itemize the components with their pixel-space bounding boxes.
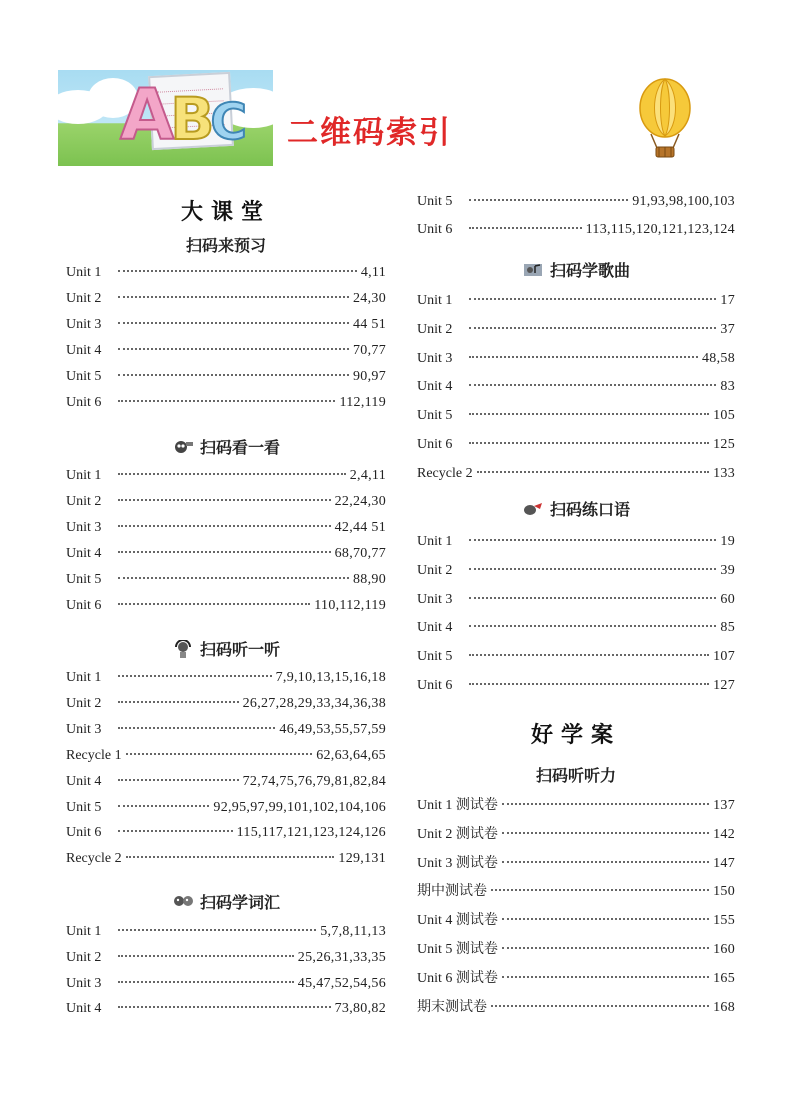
index-row: [66, 823, 386, 843]
dot-leader: [469, 442, 709, 444]
index-row: [417, 220, 735, 240]
index-row-pages: 150: [713, 884, 735, 900]
index-row: [417, 377, 735, 397]
index-row-pages: 62,63,64,65: [316, 747, 386, 763]
cartoon-speak-icon: [522, 500, 544, 518]
index-row-label: Unit 3: [66, 317, 102, 332]
index-row: [417, 590, 735, 610]
group-title-tinglili: 扫码听听力: [535, 766, 616, 785]
index-row-label: Unit 1: [66, 924, 102, 939]
index-row-label: Unit 6: [66, 598, 102, 613]
index-row: [66, 492, 386, 512]
dot-leader: [118, 348, 349, 350]
index-row-label: Unit 6: [417, 437, 453, 452]
index-row: [66, 367, 386, 387]
index-row-label: Recycle 2: [66, 851, 122, 867]
index-row-label: Unit 5 测试卷: [417, 942, 498, 957]
index-row: [66, 720, 386, 740]
index-row-pages: 73,80,82: [334, 1001, 386, 1017]
index-row-label: Unit 6: [417, 678, 453, 693]
dot-leader: [118, 270, 357, 272]
dot-leader: [118, 525, 331, 527]
index-row: [417, 349, 735, 369]
index-row: [66, 466, 386, 486]
index-row-label: Unit 6 测试卷: [417, 970, 498, 986]
index-row: [417, 291, 735, 311]
index-row-label: Unit 4: [417, 379, 453, 395]
index-row: [66, 544, 386, 564]
index-row-pages: 168: [713, 999, 735, 1015]
index-row-pages: 60: [720, 591, 735, 607]
index-row-pages: 37: [720, 321, 735, 337]
cartoon-vocab-icon: [172, 893, 194, 911]
index-row-pages: 142: [713, 826, 735, 842]
dot-leader: [502, 832, 709, 834]
index-row-label: Unit 2: [417, 321, 453, 337]
dot-leader: [118, 603, 310, 605]
index-row-label: Recycle 2: [417, 465, 473, 481]
index-row-pages: 107: [713, 649, 735, 665]
index-row: [417, 825, 735, 845]
page-title: 二维码索引: [287, 115, 452, 151]
dot-leader: [502, 861, 709, 863]
index-row: [417, 854, 735, 874]
index-row: [417, 940, 735, 960]
index-row-label: Unit 1 测试卷: [417, 798, 498, 813]
index-row-label: Unit 6: [66, 395, 102, 410]
index-row: [417, 969, 735, 989]
dot-leader: [118, 727, 275, 729]
dot-leader: [469, 356, 698, 358]
group-title-tingyiting: 扫码听一听: [66, 637, 386, 660]
index-row-pages: 26,27,28,29,33,34,36,38: [242, 695, 386, 711]
dot-leader: [118, 929, 316, 931]
dot-leader: [118, 805, 209, 807]
index-row: [417, 618, 735, 638]
index-row: [417, 320, 735, 340]
index-row-label: Unit 5: [66, 799, 102, 815]
index-row-pages: 110,112,119: [314, 598, 386, 613]
group-title-kanyikan: 扫码看一看: [66, 435, 386, 458]
index-row-pages: 48,58: [702, 350, 735, 366]
index-row-pages: 7,9,10,13,15,16,18: [275, 670, 386, 685]
dot-leader: [118, 701, 239, 703]
dot-leader: [469, 539, 716, 541]
index-row-pages: 115,117,121,123,124,126: [236, 825, 386, 841]
index-row-label: Unit 2: [66, 291, 102, 306]
index-row-label: Unit 4 测试卷: [417, 913, 498, 929]
index-row-pages: 91,93,98,100,103: [632, 194, 735, 209]
index-row-label: Unit 5: [417, 649, 453, 665]
index-row-pages: 85: [720, 620, 735, 636]
index-row: [66, 315, 386, 335]
index-row-pages: 4,11: [360, 265, 386, 280]
index-row-pages: 17: [720, 293, 735, 308]
index-row: [417, 435, 735, 455]
index-row: [66, 694, 386, 714]
index-row: [66, 341, 386, 361]
cartoon-watch-icon: [172, 438, 194, 456]
index-row-pages: 22,24,30: [334, 494, 386, 509]
index-row-label: Unit 1: [66, 468, 102, 483]
index-row-pages: 25,26,31,33,35: [297, 949, 386, 965]
index-row-pages: 19: [720, 534, 735, 549]
index-row-label: Unit 1: [66, 670, 102, 685]
index-row-pages: 147: [713, 855, 735, 871]
index-row-pages: 70,77: [353, 343, 386, 358]
dot-leader: [118, 577, 349, 579]
dot-leader: [491, 889, 709, 891]
index-row-label: Unit 1: [417, 534, 453, 549]
section-title-haoxuean: 好学案: [530, 723, 621, 748]
index-row-label: Unit 2: [66, 695, 102, 711]
index-row-pages: 88,90: [353, 572, 386, 587]
dot-leader: [502, 918, 709, 920]
dot-leader: [469, 199, 628, 201]
index-row-pages: 129,131: [338, 851, 386, 867]
index-row-label: 期末测试卷: [417, 999, 487, 1015]
index-row: [66, 596, 386, 616]
index-row-pages: 133: [713, 465, 735, 481]
index-row: [417, 796, 735, 816]
dot-leader: [502, 976, 709, 978]
index-row-pages: 83: [720, 379, 735, 395]
dot-leader: [469, 384, 716, 386]
dot-leader: [469, 597, 716, 599]
index-row-pages: 90,97: [353, 369, 386, 384]
dot-leader: [118, 955, 294, 957]
index-row-pages: 127: [713, 678, 735, 693]
dot-leader: [502, 803, 709, 805]
index-row-label: Unit 4: [66, 1001, 102, 1017]
index-row-label: Unit 3: [66, 975, 102, 991]
group-title-cihui: 扫码学词汇: [66, 890, 386, 913]
abc-banner-image: [58, 70, 273, 166]
dot-leader: [469, 327, 716, 329]
index-row-pages: 42,44 51: [334, 520, 386, 535]
dot-leader: [502, 947, 709, 949]
dot-leader: [469, 654, 709, 656]
index-row-label: Unit 4: [66, 546, 102, 561]
index-row-pages: 113,115,120,121,123,124: [585, 222, 735, 237]
index-row: [66, 772, 386, 792]
index-row-label: Unit 5: [417, 408, 453, 424]
index-row: [417, 998, 735, 1018]
index-row: [66, 999, 386, 1019]
dot-leader: [118, 374, 349, 376]
index-row-pages: 45,47,52,54,56: [297, 975, 386, 991]
index-row-label: Unit 2: [417, 562, 453, 578]
dot-leader: [126, 856, 335, 858]
index-row-label: Unit 4: [66, 773, 102, 789]
index-row: [417, 532, 735, 552]
index-row-pages: 160: [713, 942, 735, 957]
dot-leader: [118, 473, 346, 475]
index-row-pages: 72,74,75,76,79,81,82,84: [242, 773, 386, 789]
index-row-pages: 125: [713, 437, 735, 452]
index-row: [66, 746, 386, 766]
index-row: [66, 263, 386, 283]
dot-leader: [118, 322, 349, 324]
dot-leader: [118, 981, 294, 983]
index-row-pages: 155: [713, 913, 735, 929]
index-row-label: Unit 2: [66, 494, 102, 509]
index-row-pages: 137: [713, 798, 735, 813]
index-row-label: Unit 3: [66, 721, 102, 737]
index-row: [66, 798, 386, 818]
index-row-label: Unit 5: [417, 194, 453, 209]
index-row-label: Unit 5: [66, 369, 102, 384]
dot-leader: [469, 298, 716, 300]
dot-leader: [118, 675, 272, 677]
index-row-pages: 165: [713, 970, 735, 986]
index-row-pages: 46,49,53,55,57,59: [279, 721, 386, 737]
index-row-pages: 112,119: [339, 395, 386, 410]
group-title-yuxi: 扫码来预习: [185, 236, 266, 255]
index-row-label: Unit 6: [66, 825, 102, 841]
index-row: [66, 289, 386, 309]
cartoon-listen-icon: [172, 640, 194, 658]
index-row-label: Unit 2 测试卷: [417, 826, 498, 842]
dot-leader: [469, 227, 582, 229]
hot-air-balloon-icon: [637, 78, 693, 164]
index-row-label: Unit 4: [417, 620, 453, 636]
dot-leader: [118, 400, 335, 402]
index-row: [66, 974, 386, 994]
index-row: [66, 393, 386, 413]
dot-leader: [118, 551, 331, 553]
group-title-gequ: 扫码学歌曲: [417, 258, 735, 281]
index-row-label: Unit 4: [66, 343, 102, 358]
index-row: [66, 668, 386, 688]
dot-leader: [469, 683, 709, 685]
index-row-pages: 24,30: [353, 291, 386, 306]
dot-leader: [118, 1006, 331, 1008]
index-row: [66, 518, 386, 538]
index-row: [417, 882, 735, 902]
index-row-label: 期中测试卷: [417, 884, 487, 900]
index-row-pages: 92,95,97,99,101,102,104,106: [213, 799, 386, 815]
index-row-label: Unit 3: [417, 591, 453, 607]
index-row-label: Unit 3: [417, 350, 453, 366]
index-row: [417, 561, 735, 581]
index-row-label: Unit 3 测试卷: [417, 855, 498, 871]
cartoon-song-icon: [522, 261, 544, 279]
index-row: [417, 464, 735, 484]
index-row: [66, 948, 386, 968]
index-row: [417, 911, 735, 931]
dot-leader: [469, 568, 716, 570]
index-row-label: Unit 3: [66, 520, 102, 535]
index-row-label: Unit 1: [417, 293, 453, 308]
index-row: [417, 192, 735, 212]
index-row-pages: 44 51: [353, 317, 386, 332]
dot-leader: [118, 830, 233, 832]
dot-leader: [118, 779, 239, 781]
index-row-label: Unit 2: [66, 949, 102, 965]
index-row-pages: 105: [713, 408, 735, 424]
index-row-pages: 39: [720, 562, 735, 578]
dot-leader: [469, 413, 709, 415]
dot-leader: [126, 753, 313, 755]
index-row-label: Unit 6: [417, 222, 453, 237]
dot-leader: [118, 499, 331, 501]
dot-leader: [469, 625, 716, 627]
index-row: [66, 849, 386, 869]
index-row-label: Recycle 1: [66, 747, 122, 763]
section-title-daketang: 大课堂: [180, 200, 271, 225]
abc-letters: ABC: [120, 74, 244, 156]
group-title-kouyu: 扫码练口语: [417, 497, 735, 520]
index-row: [417, 406, 735, 426]
index-row-label: Unit 5: [66, 572, 102, 587]
index-row: [417, 647, 735, 667]
index-row-pages: 5,7,8,11,13: [320, 924, 386, 939]
index-row: [66, 922, 386, 942]
index-row-pages: 2,4,11: [349, 468, 386, 483]
index-row-pages: 68,70,77: [334, 546, 386, 561]
index-row: [417, 676, 735, 696]
index-row: [66, 570, 386, 590]
dot-leader: [118, 296, 349, 298]
dot-leader: [491, 1005, 709, 1007]
dot-leader: [477, 471, 710, 473]
index-row-label: Unit 1: [66, 265, 102, 280]
